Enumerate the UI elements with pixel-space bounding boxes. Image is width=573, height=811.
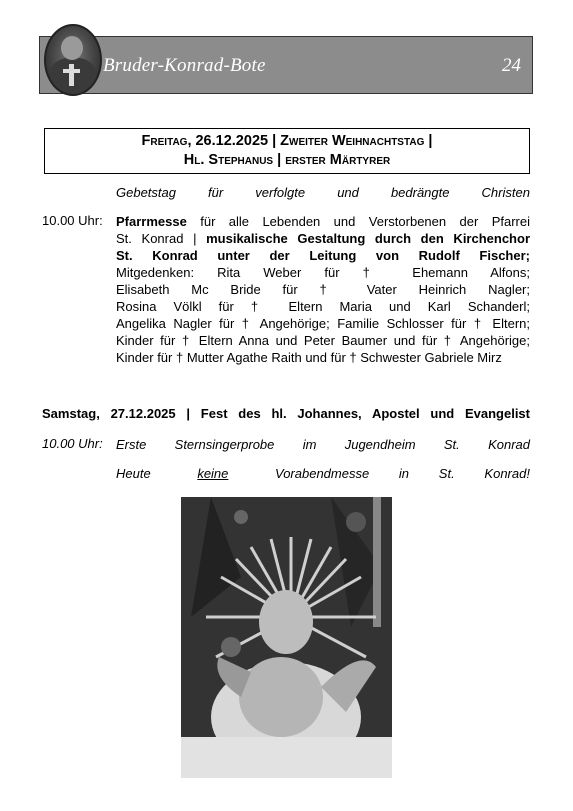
text-line: Kinder für † Eltern Anna und Peter Baumer und für † Angehörige; bbox=[116, 333, 530, 348]
friday-time: 10.00 Uhr: bbox=[42, 213, 103, 228]
date-title-line-2: Hl. Stephanus | erster Märtyrer bbox=[183, 152, 391, 168]
christ-child-figure-icon bbox=[181, 497, 392, 778]
saturday-time: 10.00 Uhr: bbox=[42, 436, 103, 451]
saint-portrait-icon bbox=[44, 24, 102, 96]
word: verfolgte bbox=[255, 185, 306, 200]
saturday-event: Erste Sternsingerprobe im Jugendheim St. Konrad bbox=[116, 437, 530, 452]
text-line: Elisabeth Mc Bride für † Vater Heinrich Nagler; bbox=[116, 282, 530, 297]
page-number: 24 bbox=[502, 55, 521, 76]
text-line: St. Konrad unter der Leitung von Rudolf Fischer; bbox=[116, 248, 530, 263]
word: und bbox=[337, 185, 359, 200]
prayer-day-line bbox=[116, 184, 530, 201]
date-title-box bbox=[44, 128, 530, 174]
friday-mass-text bbox=[116, 213, 530, 366]
word: bedrängte bbox=[390, 185, 450, 200]
word: Christen bbox=[481, 185, 530, 200]
word: Gebetstag bbox=[116, 185, 176, 200]
text-line: Kinder für † Mutter Agathe Raith und für † Schwester Gabriele Mirz bbox=[116, 350, 502, 365]
text-line: Angelika Nagler für † Angehörige; Familie Schlosser für † Eltern; bbox=[116, 316, 530, 331]
saturday-heading: Samstag, 27.12.2025 | Fest des hl. Johannes, Apostel und Evangelist bbox=[42, 406, 530, 421]
newsletter-title: Bruder-Konrad-Bote bbox=[103, 55, 266, 76]
text-line: Rosina Völkl für † Eltern Maria und Karl Schanderl; bbox=[116, 299, 530, 314]
note-rest: Vorabendmesse in St. Konrad! bbox=[275, 466, 530, 481]
no-vigil-mass-note: Heute keine Vorabendmesse in St. Konrad! bbox=[116, 466, 530, 481]
text-line: St. Konrad | musikalische Gestaltung durch den Kirchenchor bbox=[116, 231, 531, 246]
word: für bbox=[208, 185, 224, 200]
keine-emphasis: keine bbox=[197, 466, 229, 481]
text-line: Pfarrmesse für alle Lebenden und Verstorbenen der Pfarrei bbox=[116, 214, 530, 229]
date-title-line-1: Freitag, 26.12.2025 | Zweiter Weihnachtstag | bbox=[141, 133, 433, 149]
text-line: Mitgedenken: Rita Weber für † Ehemann Alfons; bbox=[116, 265, 530, 280]
